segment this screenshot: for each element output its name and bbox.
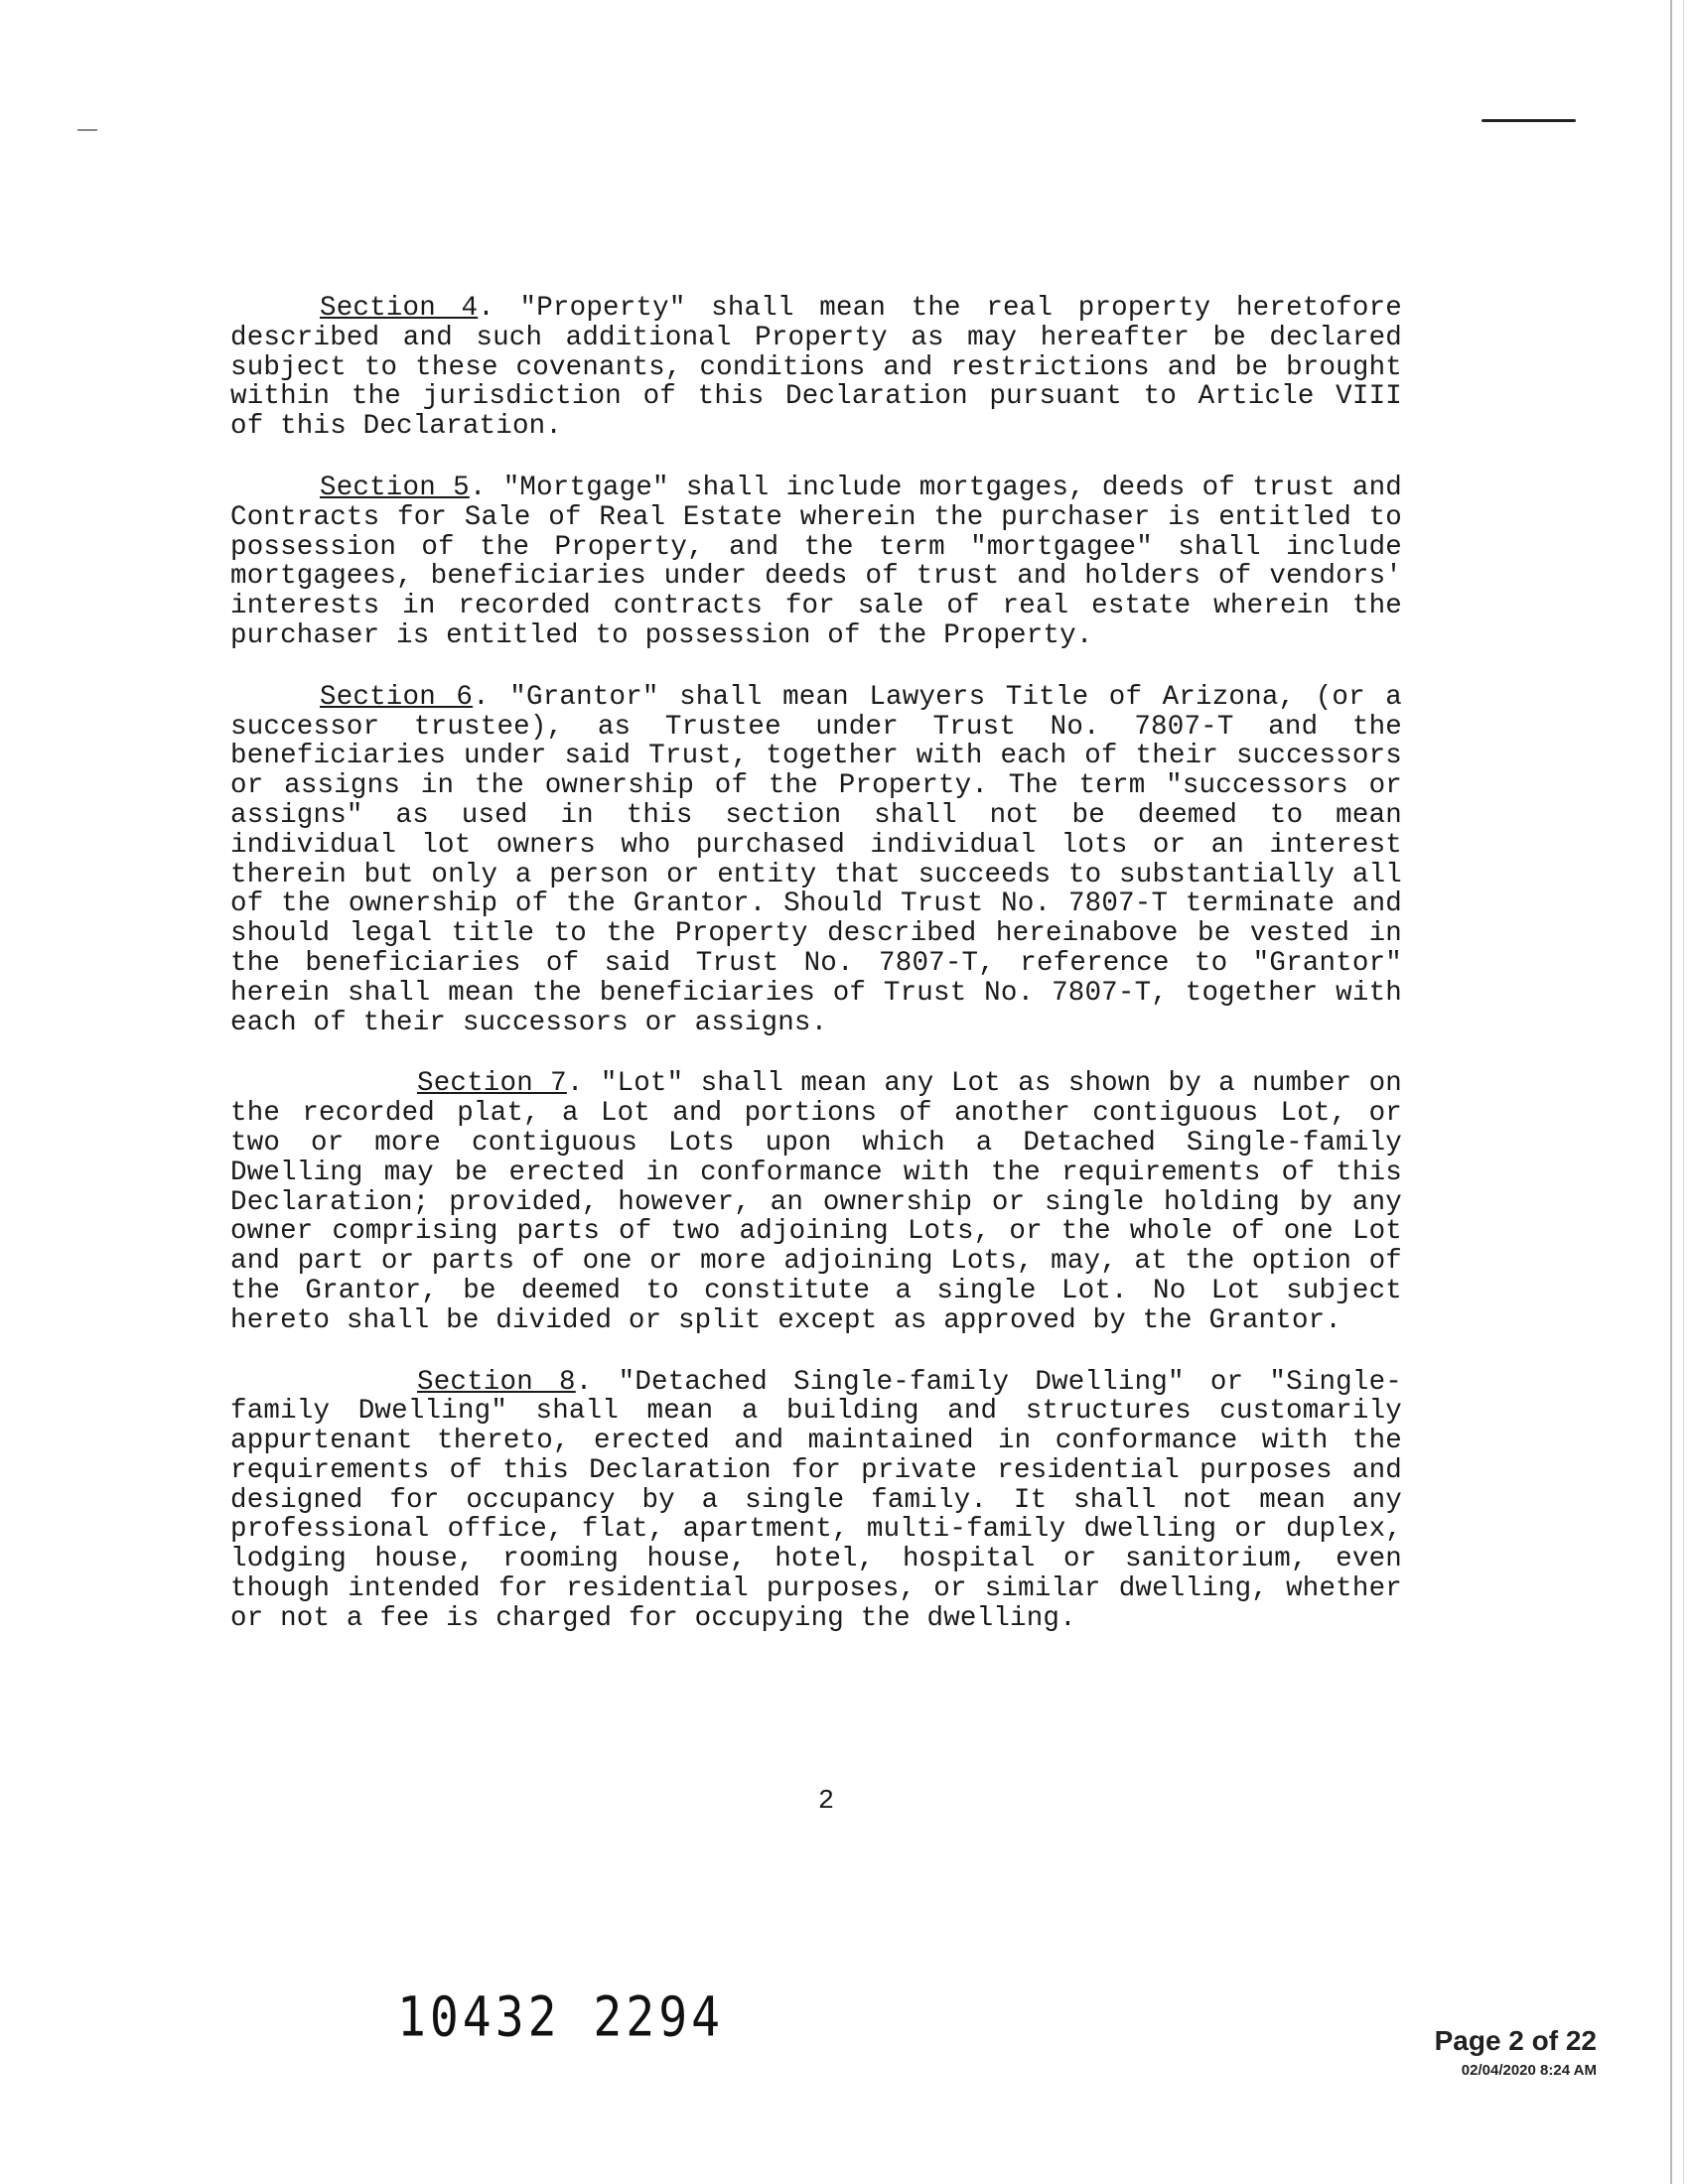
scan-mark-left xyxy=(77,129,97,131)
section-5-paragraph xyxy=(230,474,1402,651)
section-6-paragraph xyxy=(230,683,1402,1038)
section-6-text: . "Grantor" shall mean Lawyers Title of Arizona, (or a successor trustee), as Trustee under Trust No. 7807-T and the beneficiaries under said Trust, together with each of their successors or assigns in the ownership of the Property. The term "successors or assigns" as used in this section shall not be deemed to mean individual lot owners who purchased individual lots or an interest therein but only a person or entity that succeeds to substantially all of the ownership of the Grantor. Should Trust No. 7807-T terminate and should legal title to the Property described hereinabove be vested in the beneficiaries of said Trust No. 7807-T, reference to "Grantor" herein shall mean the beneficiaries of Trust No. 7807-T, together with each of their successors or assigns. xyxy=(230,681,1403,1038)
scan-edge-line xyxy=(1670,0,1672,2184)
scan-mark-right xyxy=(1481,119,1576,122)
section-8-paragraph xyxy=(230,1368,1402,1634)
section-4-text: . "Property" shall mean the real property heretofore described and such additional Property as may hereafter be declared subject to these covenants, conditions and restrictions and be brought within the jurisdiction of this Declaration pursuant to Article VIII of this Declaration. xyxy=(230,293,1402,443)
section-7-label: Section 7 xyxy=(417,1068,567,1100)
section-8-text: . "Detached Single-family Dwelling" or "Single-family Dwelling" shall mean a building and structures customarily appurtenant thereto, erected and maintained in conformance with the requirements of this Declaration for private residential purposes and designed for occupancy by a single family. It shall not mean any professional office, flat, apartment, multi-family dwelling or duplex, lodging house, rooming house, hotel, hospital or sanitorium, even though intended for residential purposes, or similar dwelling, whether or not a fee is charged for occupying the dwelling. xyxy=(230,1366,1402,1634)
recorder-stamp xyxy=(1435,2025,1597,2081)
section-4-label: Section 4 xyxy=(320,293,479,324)
section-7-text: . "Lot" shall mean any Lot as shown by a number on the recorded plat, a Lot and portions of another contiguous Lot, or two or more contiguous Lots upon which a Detached Single-family Dwelling may be erected in conformance with the requirements of this Declaration; provided, however, an ownership or single holding by any owner comprising parts of two adjoining Lots, or the whole of one Lot and part or parts of one or more adjoining Lots, may, at the option of the Grantor, be deemed to constitute a single Lot. No Lot subject hereto shall be divided or split except as approved by the Grantor. xyxy=(230,1068,1402,1336)
scan-edge-line-faint xyxy=(1683,0,1684,2184)
page-number: 2 xyxy=(817,1787,835,1817)
section-4-paragraph xyxy=(230,294,1402,442)
document-body xyxy=(230,294,1402,1666)
section-6-label: Section 6 xyxy=(320,681,474,713)
recording-book-page-number: 10432 2294 xyxy=(397,1985,724,2050)
section-7-paragraph xyxy=(230,1069,1402,1335)
stamp-datetime: 02/04/2020 8:24 AM xyxy=(1461,2062,1597,2079)
section-8-label: Section 8 xyxy=(417,1366,576,1398)
section-5-text: . "Mortgage" shall include mortgages, deeds of trust and Contracts for Sale of Real Estate wherein the purchaser is entitled to possession of the Property, and the term "mortgagee" shall include mortgagees, beneficiaries under deeds of trust and holders of vendors' interests in recorded contracts for sale of real estate wherein the purchaser is entitled to possession of the Property. xyxy=(230,472,1402,651)
stamp-page-label: Page 2 of 22 xyxy=(1434,2025,1597,2056)
section-5-label: Section 5 xyxy=(320,472,470,503)
